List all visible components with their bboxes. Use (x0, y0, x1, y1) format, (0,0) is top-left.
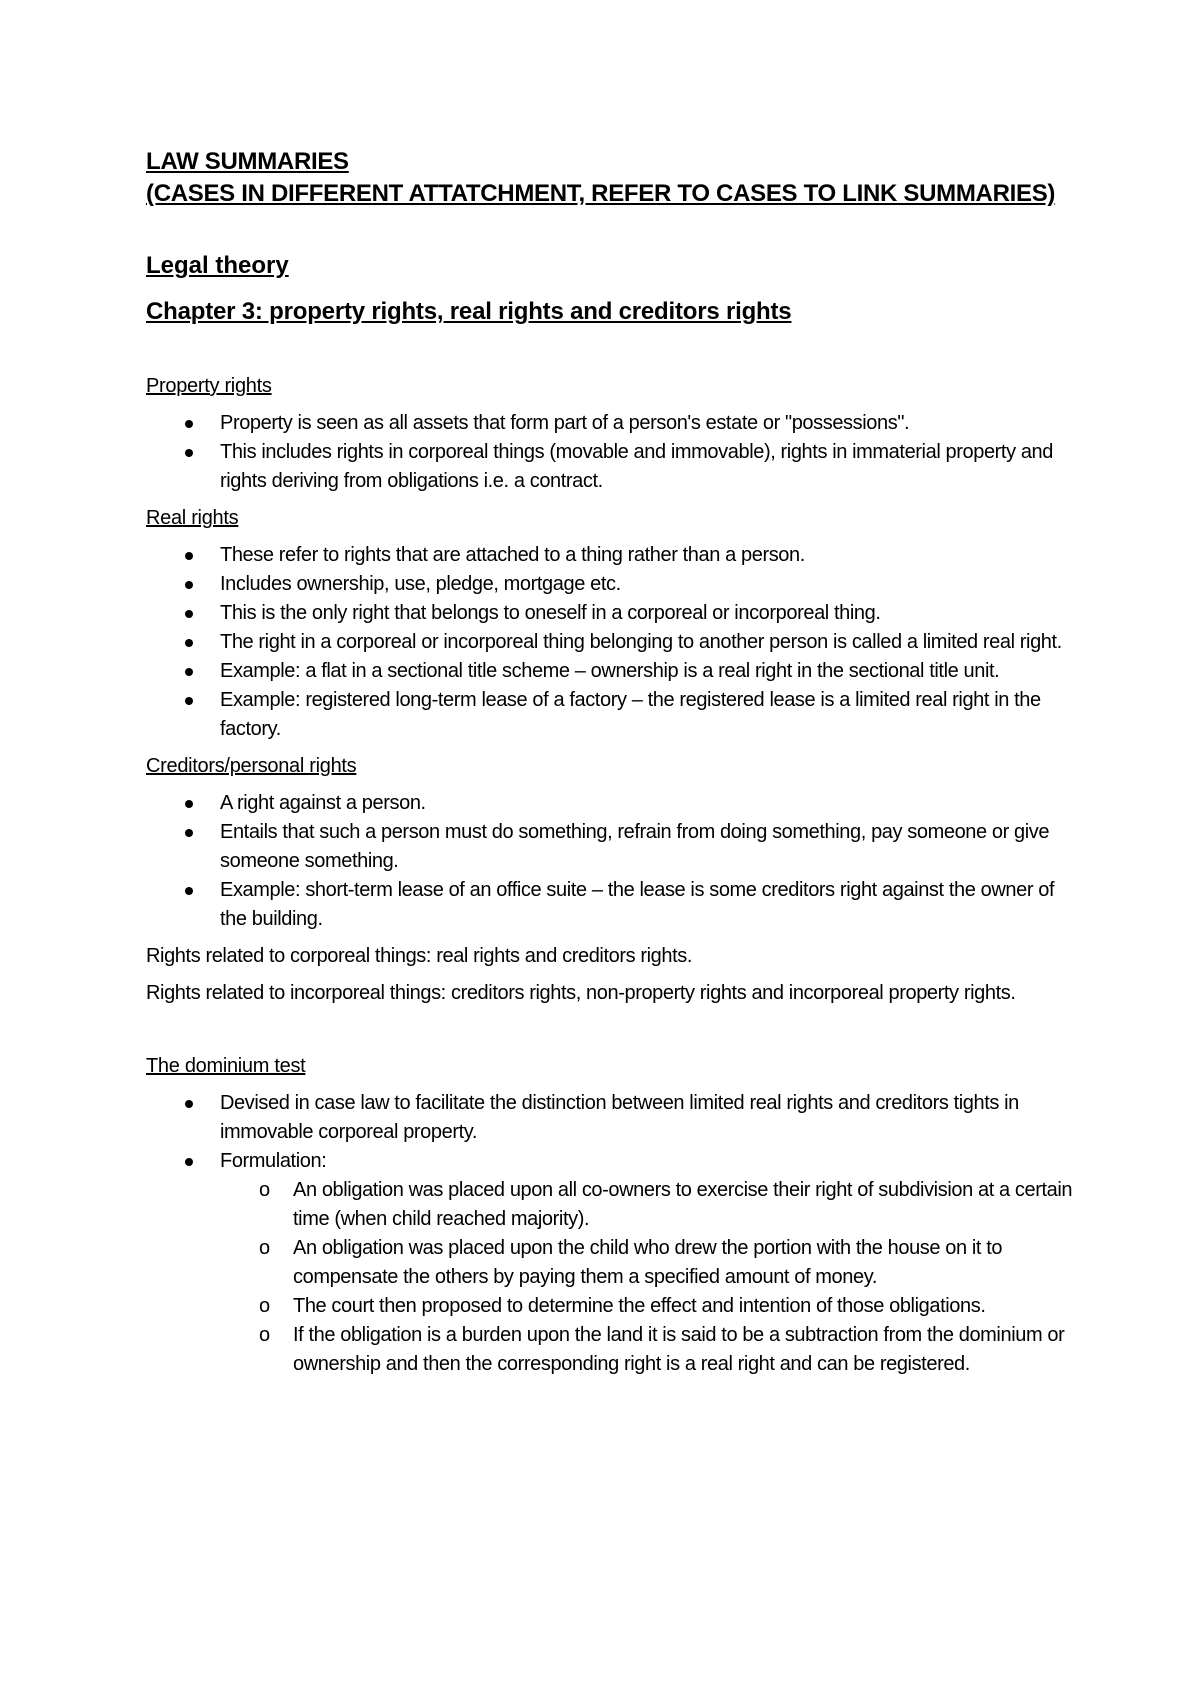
creditors-rights-list (146, 789, 1076, 934)
subheading-property-rights: Property rights (146, 375, 272, 397)
bullet-icon (185, 697, 193, 705)
property-rights-list (146, 409, 1076, 496)
sub-list-item: o The court then proposed to determine the effect and intention of those obligations. (293, 1292, 1076, 1321)
list-item: This is the only right that belongs to oneself in a corporeal or incorporeal thing. (220, 599, 1076, 628)
list-item: Formulation: o An obligation was placed upon all co-owners to exercise their right of subdivision at a certain time (when child reached majority). o An obligation was placed upon the child who drew the portion with the house on it to compensate the others by paying them a specified amount of money. o The court then proposed to determine the effect and intention of those obligations. o If the obligation is a burden upon the land it is said to be a subtraction from the dominium or ownership and then the corresponding right is a real right and can be registered. (220, 1147, 1076, 1379)
list-item: Property is seen as all assets that form part of a person's estate or "possessions". (220, 409, 1076, 438)
sub-list-item: o An obligation was placed upon all co-owners to exercise their right of subdivision at a certain time (when child reached majority). (293, 1176, 1076, 1234)
real-rights-list (146, 541, 1076, 744)
section-heading-legal-theory: Legal theory (146, 252, 289, 279)
bullet-icon (185, 552, 193, 560)
subheading-real-rights: Real rights (146, 507, 239, 529)
bullet-icon (185, 610, 193, 618)
subheading-dominium-test: The dominium test (146, 1055, 306, 1077)
bullet-icon (185, 887, 193, 895)
list-item: Devised in case law to facilitate the distinction between limited real rights and creditors tights in immovable corporeal property. (220, 1089, 1076, 1147)
subheading-creditors-rights: Creditors/personal rights (146, 755, 357, 777)
bullet-icon (185, 829, 193, 837)
list-item: Entails that such a person must do something, refrain from doing something, pay someone or give someone something. (220, 818, 1076, 876)
document-title-line-1: LAW SUMMARIES (146, 148, 349, 175)
hollow-bullet-icon: o (259, 1237, 270, 1259)
list-item: Example: registered long-term lease of a factory – the registered lease is a limited real right in the factory. (220, 686, 1076, 744)
list-item: Includes ownership, use, pledge, mortgage etc. (220, 570, 1076, 599)
hollow-bullet-icon: o (259, 1324, 270, 1346)
document-title-line-2: (CASES IN DIFFERENT ATTATCHMENT, REFER TO CASES TO LINK SUMMARIES) (146, 180, 1056, 207)
sub-list-item: o An obligation was placed upon the child who drew the portion with the house on it to compensate the others by paying them a specified amount of money. (293, 1234, 1076, 1292)
paragraph-corporeal: Rights related to corporeal things: real rights and creditors rights. (146, 945, 693, 967)
list-item: A right against a person. (220, 789, 1076, 818)
document-content (146, 146, 1076, 1387)
bullet-icon (185, 1158, 193, 1166)
bullet-icon (185, 449, 193, 457)
list-item: This includes rights in corporeal things (movable and immovable), rights in immaterial property and rights deriving from obligations i.e. a contract. (220, 438, 1076, 496)
list-item: The right in a corporeal or incorporeal thing belonging to another person is called a limited real right. (220, 628, 1076, 657)
paragraph-incorporeal: Rights related to incorporeal things: creditors rights, non-property rights and incorporeal property rights. (146, 982, 1016, 1004)
list-item: These refer to rights that are attached to a thing rather than a person. (220, 541, 1076, 570)
bullet-icon (185, 581, 193, 589)
hollow-bullet-icon: o (259, 1295, 270, 1317)
bullet-icon (185, 668, 193, 676)
formulation-sublist (220, 1176, 1076, 1379)
list-item: Example: a flat in a sectional title scheme – ownership is a real right in the sectional title unit. (220, 657, 1076, 686)
bullet-icon (185, 800, 193, 808)
chapter-heading: Chapter 3: property rights, real rights and creditors rights (146, 298, 792, 325)
bullet-icon (185, 1100, 193, 1108)
dominium-test-list (146, 1089, 1076, 1379)
sub-list-item: o If the obligation is a burden upon the land it is said to be a subtraction from the dominium or ownership and then the corresponding right is a real right and can be registered. (293, 1321, 1076, 1379)
bullet-icon (185, 420, 193, 428)
hollow-bullet-icon: o (259, 1179, 270, 1201)
list-item: Example: short-term lease of an office suite – the lease is some creditors right against the owner of the building. (220, 876, 1076, 934)
bullet-icon (185, 639, 193, 647)
